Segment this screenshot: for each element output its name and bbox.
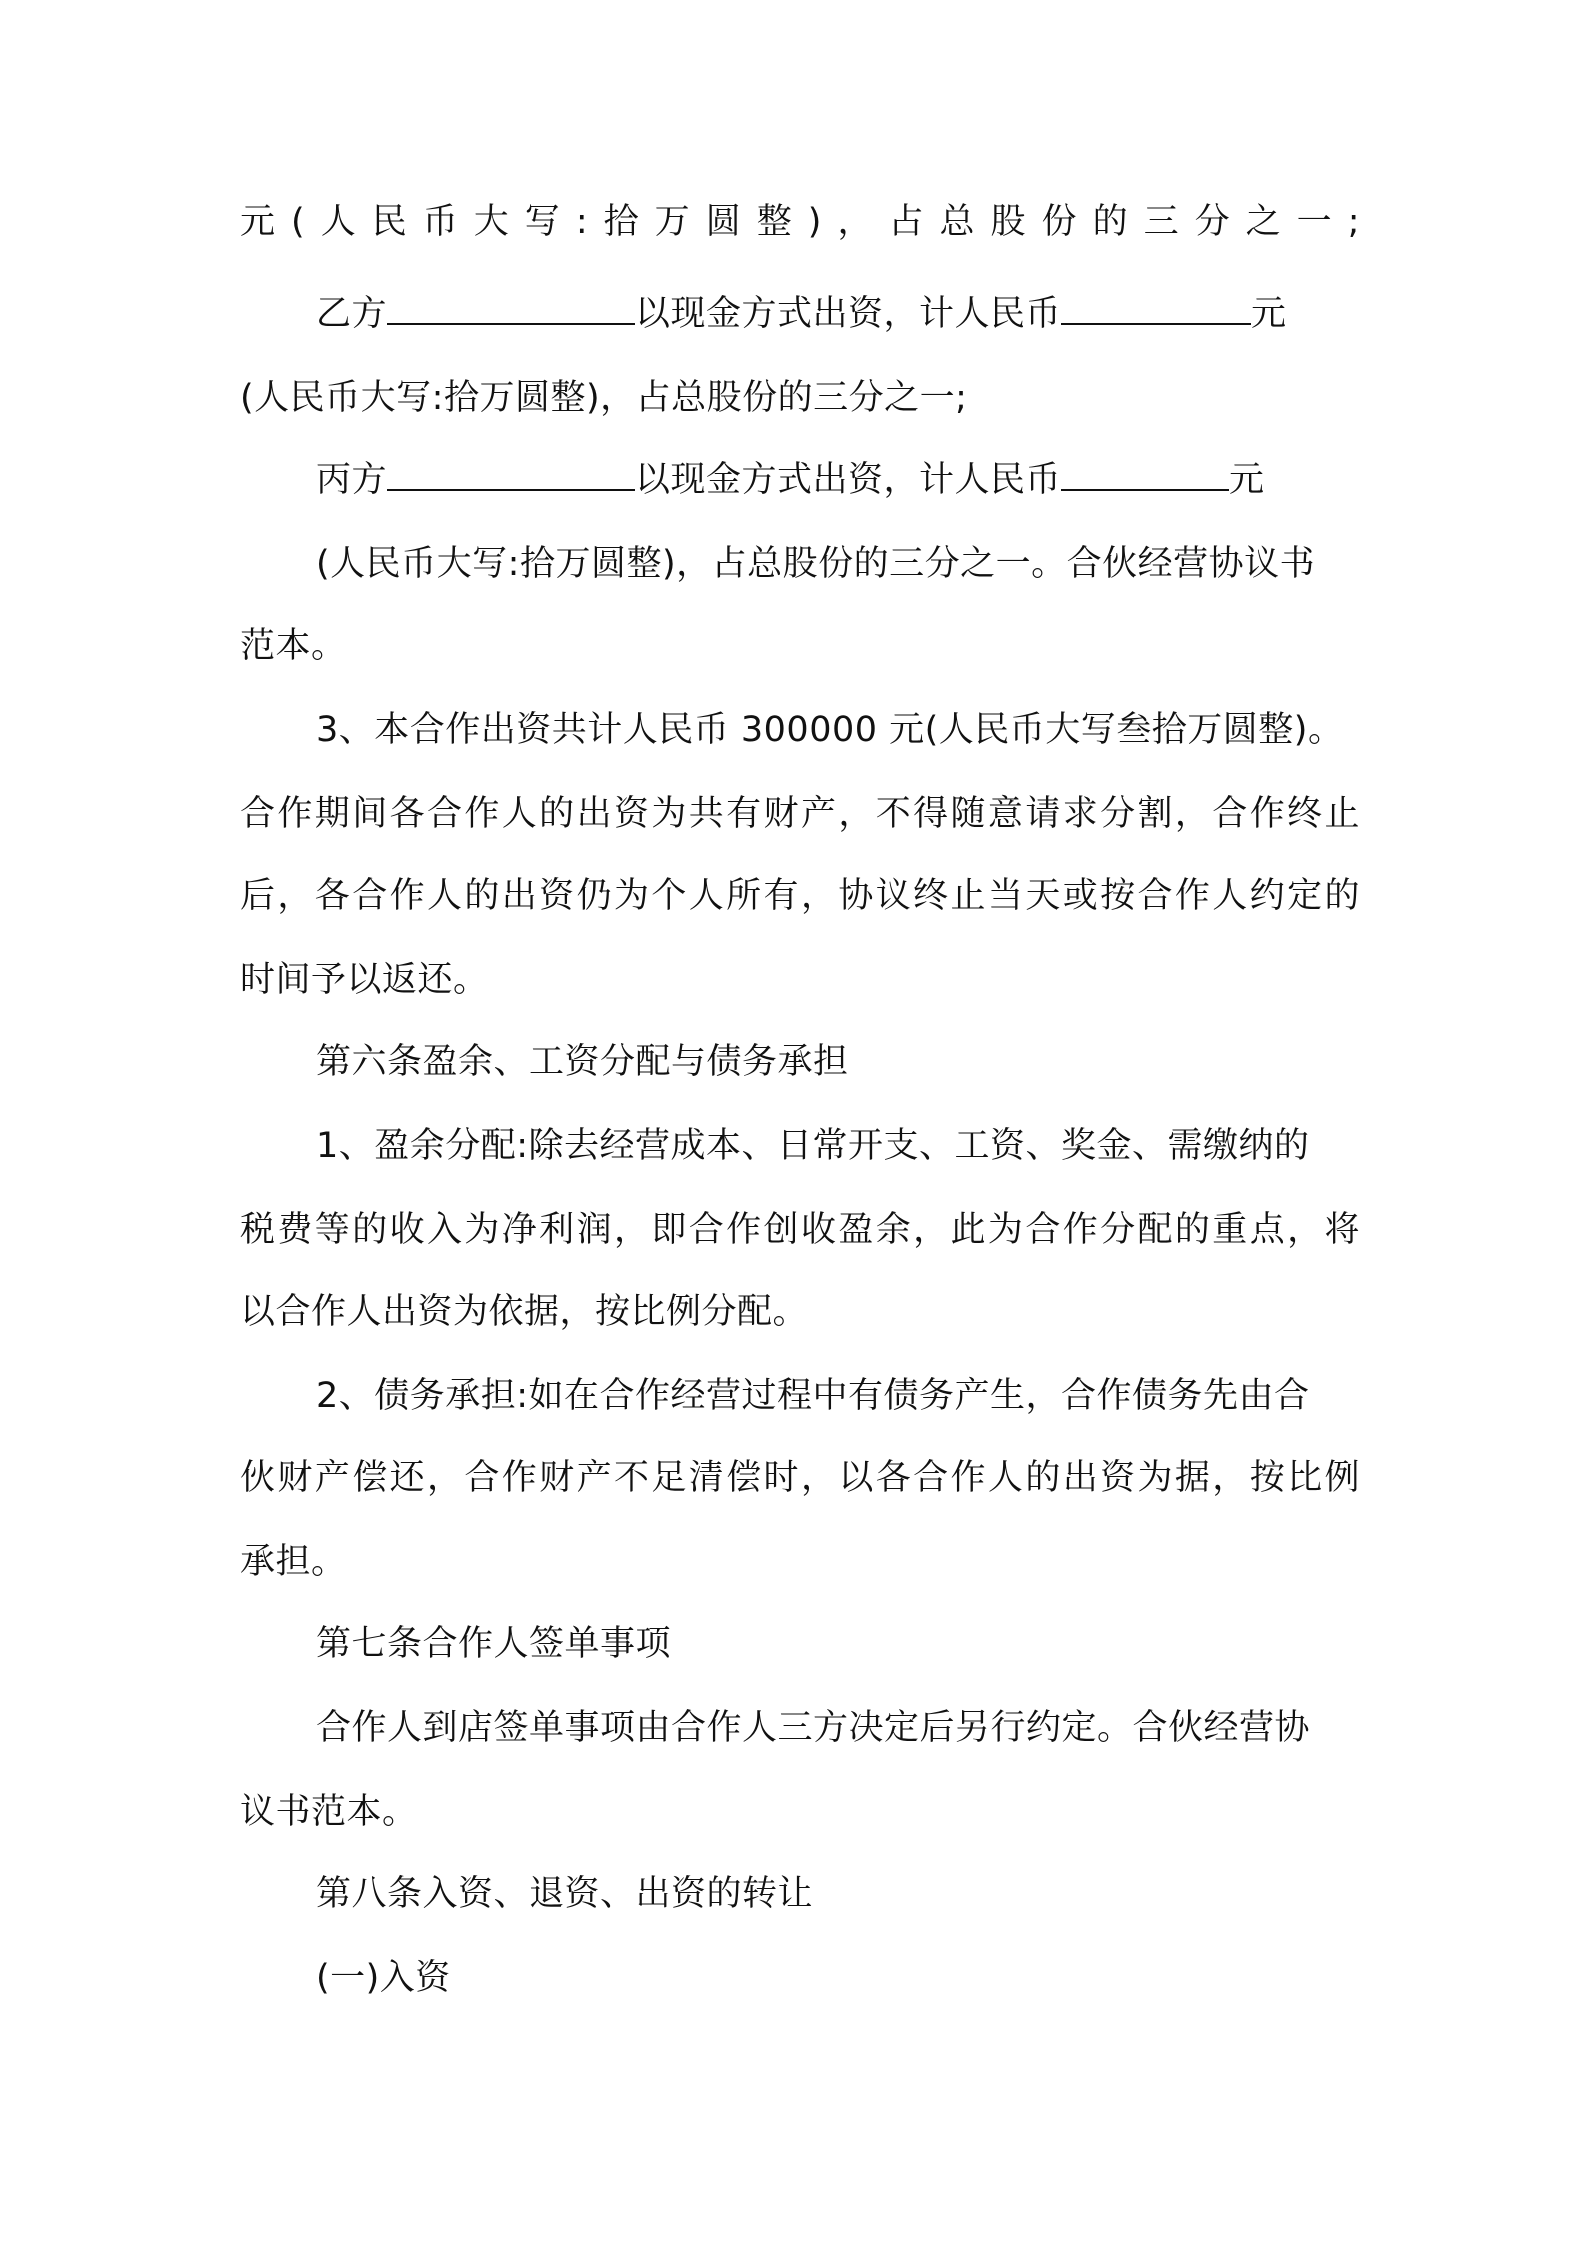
text-line: 合作期间各合作人的出资为共有财产，不得随意请求分割，合作终止	[240, 794, 1360, 834]
party-b-label: 乙方	[316, 294, 388, 334]
party-c-label: 丙方	[316, 460, 388, 500]
party-c-line	[316, 458, 1436, 502]
party-b-contribution-text: 以现金方式出资，计人民币	[635, 294, 1062, 334]
text-line: 税费等的收入为净利润，即合作创收盈余，此为合作分配的重点，将	[240, 1210, 1360, 1250]
text-line: (人民币大写:拾万圆整)，占总股份的三分之一;	[240, 378, 968, 418]
text-line: 范本。	[240, 626, 347, 666]
section-heading: 第六条盈余、工资分配与债务承担	[316, 1042, 849, 1082]
text-line: 议书范本。	[240, 1792, 418, 1832]
text-line: 元(人民币大写:拾万圆整)，占总股份的三分之一;	[240, 202, 1360, 242]
party-c-amount-blank[interactable]	[1061, 459, 1229, 491]
party-c-currency-unit: 元	[1229, 460, 1265, 500]
text-line: (人民币大写:拾万圆整)，占总股份的三分之一。合伙经营协议书	[316, 544, 1316, 584]
section-heading: 第七条合作人签单事项	[316, 1624, 672, 1664]
text-line: 1、盈余分配:除去经营成本、日常开支、工资、奖金、需缴纳的	[316, 1126, 1310, 1166]
text-line: 2、债务承担:如在合作经营过程中有债务产生，合作债务先由合	[316, 1376, 1310, 1416]
party-c-name-blank[interactable]	[387, 459, 635, 491]
party-b-currency-unit: 元	[1251, 294, 1287, 334]
text-line: 3、本合作出资共计人民币 300000 元(人民币大写叁拾万圆整)。	[316, 710, 1344, 750]
text-line: 以合作人出资为依据，按比例分配。	[240, 1292, 809, 1332]
party-b-line	[316, 292, 1436, 336]
text-line: 承担。	[240, 1542, 347, 1582]
section-heading: 第八条入资、退资、出资的转让	[316, 1874, 814, 1914]
party-c-contribution-text: 以现金方式出资，计人民币	[635, 460, 1062, 500]
text-line: 时间予以返还。	[240, 960, 489, 1000]
text-line: 合作人到店签单事项由合作人三方决定后另行约定。合伙经营协	[316, 1708, 1311, 1748]
text-line: 伙财产偿还，合作财产不足清偿时，以各合作人的出资为据，按比例	[240, 1458, 1360, 1498]
party-b-amount-blank[interactable]	[1061, 293, 1251, 325]
text-line: 后，各合作人的出资仍为个人所有，协议终止当天或按合作人约定的	[240, 876, 1360, 916]
party-b-name-blank[interactable]	[387, 293, 635, 325]
subsection-heading: (一)入资	[316, 1958, 451, 1998]
